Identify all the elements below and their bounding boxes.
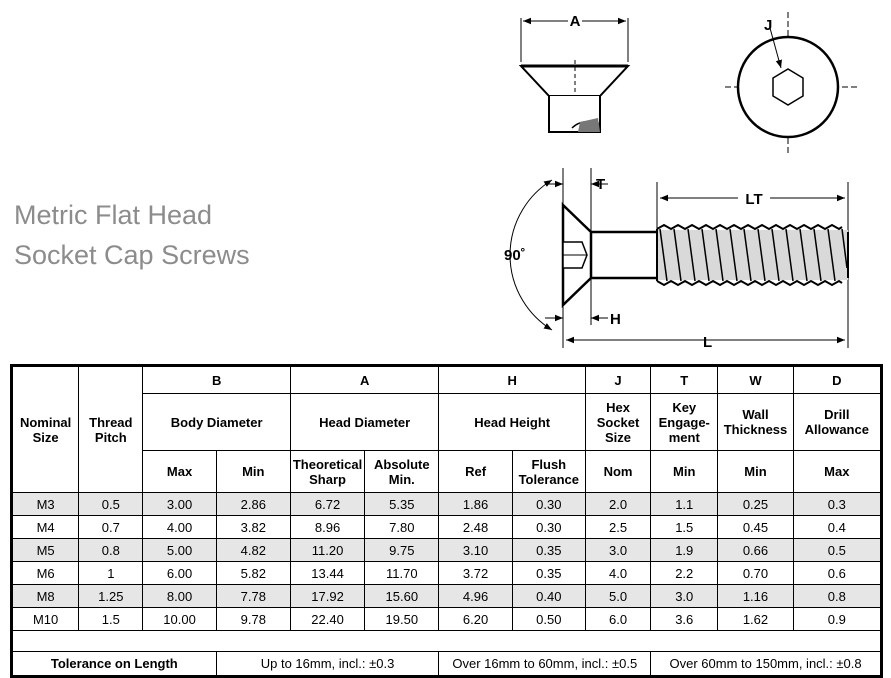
table-cell: 1.25: [79, 585, 143, 608]
header-body-diameter: Body Diameter: [143, 394, 291, 451]
table-cell: 2.86: [216, 493, 290, 516]
table-cell: 4.0: [585, 562, 650, 585]
header-w-min: Min: [718, 451, 793, 493]
header-t-min: Min: [651, 451, 718, 493]
table-cell: 4.96: [439, 585, 512, 608]
table-cell: 0.5: [793, 539, 881, 562]
table-row: [12, 539, 882, 562]
header-b-max: Max: [143, 451, 216, 493]
table-cell: M3: [12, 493, 79, 516]
header-ref: Ref: [439, 451, 512, 493]
table-cell: 22.40: [290, 608, 364, 631]
table-cell: 0.7: [79, 516, 143, 539]
table-cell: 0.35: [512, 539, 585, 562]
table-cell: 0.6: [793, 562, 881, 585]
dim-angle-label: 90˚: [504, 247, 526, 264]
table-cell: M6: [12, 562, 79, 585]
tolerance-16-to-60: Over 16mm to 60mm, incl.: ±0.5: [439, 652, 651, 677]
header-group-d: D: [793, 366, 881, 394]
table-row: [12, 608, 882, 631]
table-cell: 2.5: [585, 516, 650, 539]
tolerance-up-to-16: Up to 16mm, incl.: ±0.3: [216, 652, 439, 677]
header-nom: Nom: [585, 451, 650, 493]
table-cell: 10.00: [143, 608, 216, 631]
tolerance-60-to-150: Over 60mm to 150mm, incl.: ±0.8: [651, 652, 882, 677]
table-cell: M10: [12, 608, 79, 631]
table-cell: 1.62: [718, 608, 793, 631]
dim-h-label: H: [610, 311, 621, 328]
table-cell: 1.16: [718, 585, 793, 608]
dim-t-label: T: [596, 176, 606, 193]
table-cell: 0.66: [718, 539, 793, 562]
header-absolute-min: Absolute Min.: [365, 451, 439, 493]
table-cell: 8.96: [290, 516, 364, 539]
header-group-a: A: [290, 366, 439, 394]
header-row-names: [12, 394, 882, 451]
table-cell: 0.45: [718, 516, 793, 539]
table-cell: 1.5: [79, 608, 143, 631]
table-cell: 3.10: [439, 539, 512, 562]
header-head-height: Head Height: [439, 394, 585, 451]
table-cell: 5.35: [365, 493, 439, 516]
tolerance-row: [12, 652, 882, 677]
table-row: [12, 493, 882, 516]
table-cell: 6.0: [585, 608, 650, 631]
table-cell: 7.78: [216, 585, 290, 608]
header-d-max: Max: [793, 451, 881, 493]
header-flush-tolerance: Flush Tolerance: [512, 451, 585, 493]
title-line-2: Socket Cap Screws: [14, 240, 250, 270]
table-cell: 0.35: [512, 562, 585, 585]
table-cell: 0.30: [512, 493, 585, 516]
table-cell: 4.00: [143, 516, 216, 539]
header-nominal-size: Nominal Size: [12, 366, 79, 493]
header-hex-socket-size: Hex Socket Size: [585, 394, 650, 451]
table-cell: 3.72: [439, 562, 512, 585]
table-cell: 0.3: [793, 493, 881, 516]
dim-lt-label: LT: [745, 191, 763, 208]
table-cell: 6.20: [439, 608, 512, 631]
header-group-h: H: [439, 366, 585, 394]
header-thread-pitch: Thread Pitch: [79, 366, 143, 493]
header-row-sub: [12, 451, 882, 493]
table-cell: 1.86: [439, 493, 512, 516]
table-cell: 0.8: [793, 585, 881, 608]
table-cell: M4: [12, 516, 79, 539]
table-cell: 2.48: [439, 516, 512, 539]
table-cell: 9.75: [365, 539, 439, 562]
table-row: [12, 516, 882, 539]
table-cell: 0.9: [793, 608, 881, 631]
table-cell: 5.0: [585, 585, 650, 608]
table-cell: 3.0: [651, 585, 718, 608]
table-cell: 6.00: [143, 562, 216, 585]
table-cell: 1: [79, 562, 143, 585]
head-profile-view: [521, 18, 628, 132]
header-theoretical-sharp: Theoretical Sharp: [290, 451, 364, 493]
table-cell: 2.2: [651, 562, 718, 585]
dim-l-label: L: [703, 334, 713, 351]
table-cell: 5.00: [143, 539, 216, 562]
dim-j-label: J: [764, 17, 773, 34]
header-wall-thickness: Wall Thickness: [718, 394, 793, 451]
table-cell: 13.44: [290, 562, 364, 585]
table-cell: 11.20: [290, 539, 364, 562]
spacer-row: [12, 631, 882, 652]
table-cell: M5: [12, 539, 79, 562]
header-group-j: J: [585, 366, 650, 394]
table-cell: 7.80: [365, 516, 439, 539]
title-line-1: Metric Flat Head: [14, 200, 213, 230]
dimension-table: [10, 364, 883, 678]
tolerance-label: Tolerance on Length: [12, 652, 217, 677]
table-cell: 0.25: [718, 493, 793, 516]
dim-a-label: A: [569, 13, 581, 30]
table-cell: 0.70: [718, 562, 793, 585]
table-cell: 5.82: [216, 562, 290, 585]
table-cell: 3.82: [216, 516, 290, 539]
table-cell: 1.9: [651, 539, 718, 562]
table-cell: 2.0: [585, 493, 650, 516]
table-cell: 3.6: [651, 608, 718, 631]
header-group-w: W: [718, 366, 793, 394]
header-drill-allowance: Drill Allowance: [793, 394, 881, 451]
table-cell: 0.40: [512, 585, 585, 608]
table-cell: 1.5: [651, 516, 718, 539]
table-cell: 8.00: [143, 585, 216, 608]
table-cell: 0.4: [793, 516, 881, 539]
table-cell: 0.30: [512, 516, 585, 539]
header-group-b: B: [143, 366, 291, 394]
table-cell: 9.78: [216, 608, 290, 631]
table-cell: 11.70: [365, 562, 439, 585]
header-key-engagement: Key Engage- ment: [651, 394, 718, 451]
table-row: [12, 562, 882, 585]
header-head-diameter: Head Diameter: [290, 394, 439, 451]
header-row-groups: [12, 366, 882, 394]
table-cell: 15.60: [365, 585, 439, 608]
table-cell: 0.8: [79, 539, 143, 562]
table-cell: 17.92: [290, 585, 364, 608]
table-cell: 0.5: [79, 493, 143, 516]
table-cell: M8: [12, 585, 79, 608]
table-cell: 3.00: [143, 493, 216, 516]
table-cell: 6.72: [290, 493, 364, 516]
table-cell: 19.50: [365, 608, 439, 631]
table-cell: 3.0: [585, 539, 650, 562]
table-row: [12, 585, 882, 608]
screw-side-view: [510, 168, 848, 348]
header-group-t: T: [651, 366, 718, 394]
head-end-view: [725, 12, 858, 155]
table-cell: 1.1: [651, 493, 718, 516]
table-cell: 4.82: [216, 539, 290, 562]
header-b-min: Min: [216, 451, 290, 493]
table-cell: 0.50: [512, 608, 585, 631]
